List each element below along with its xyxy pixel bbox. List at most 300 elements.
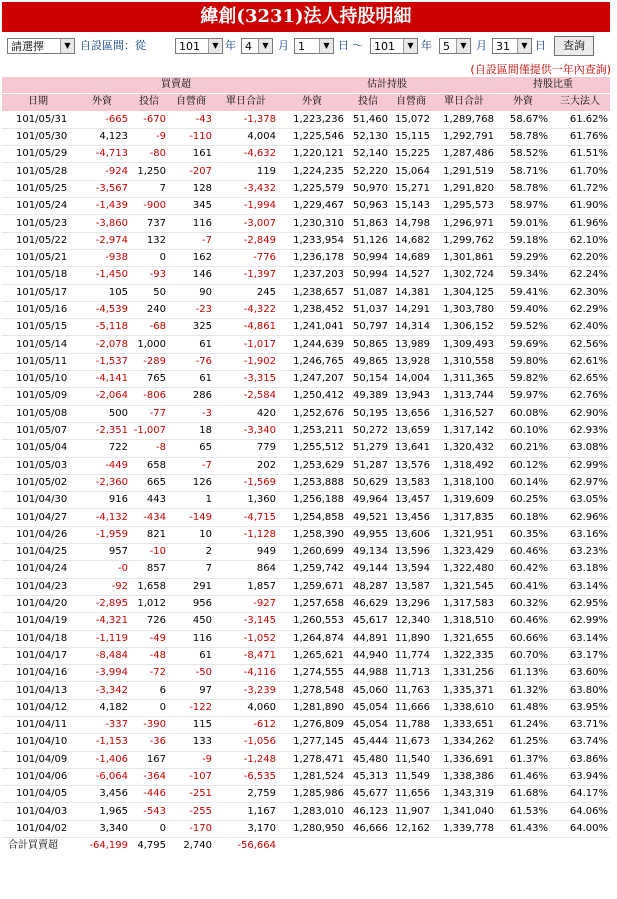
- query-button[interactable]: 查詢: [554, 36, 594, 56]
- value-cell: -36: [130, 734, 168, 751]
- value-cell: 59.40%: [496, 301, 550, 318]
- value-cell: -2,351: [74, 422, 130, 439]
- total-value-cell: -56,664: [237, 840, 276, 852]
- value-cell: 63.23%: [550, 544, 610, 561]
- value-cell: 11,666: [390, 699, 432, 716]
- table-row: [2, 509, 610, 526]
- value-cell: 15,072: [390, 111, 432, 128]
- empty-cell: [346, 838, 390, 855]
- value-cell: 1,264,874: [278, 630, 346, 647]
- table-row: [2, 301, 610, 318]
- value-cell: 45,444: [346, 734, 390, 751]
- value-cell: 3,456: [74, 786, 130, 803]
- date-cell: 101/05/08: [2, 405, 74, 422]
- value-cell: 115: [168, 716, 214, 733]
- value-cell: -1,128: [214, 526, 278, 543]
- value-cell: 63.86%: [550, 751, 610, 768]
- value-cell: 1,318,492: [432, 457, 496, 474]
- date-cell: 101/04/02: [2, 820, 74, 837]
- total-row: [2, 838, 610, 855]
- value-cell: 15,271: [390, 180, 432, 197]
- column-header: 外資: [74, 94, 130, 111]
- value-cell: 50,865: [346, 336, 390, 353]
- value-cell: -449: [74, 457, 130, 474]
- table-row: [2, 647, 610, 664]
- chevron-down-icon: ▼: [403, 39, 417, 53]
- value-cell: 45,617: [346, 613, 390, 630]
- value-cell: 15,064: [390, 163, 432, 180]
- value-cell: -110: [168, 128, 214, 145]
- column-header: 投信: [346, 94, 390, 111]
- value-cell: 14,527: [390, 267, 432, 284]
- from-year-select[interactable]: [175, 38, 223, 54]
- value-cell: 1,303,780: [432, 301, 496, 318]
- day-unit: 日: [338, 39, 349, 52]
- value-cell: -1,056: [214, 734, 278, 751]
- column-header: 單日合計: [214, 94, 278, 111]
- date-cell: 101/04/30: [2, 492, 74, 509]
- chevron-down-icon: ▼: [258, 39, 272, 53]
- value-cell: 13,659: [390, 422, 432, 439]
- value-cell: -4,861: [214, 319, 278, 336]
- value-cell: 63.14%: [550, 630, 610, 647]
- value-cell: 1,276,809: [278, 716, 346, 733]
- table-row: [2, 215, 610, 232]
- column-header: 自營商: [390, 94, 432, 111]
- value-cell: -255: [168, 803, 214, 820]
- value-cell: 59.82%: [496, 371, 550, 388]
- value-cell: 1,317,142: [432, 422, 496, 439]
- value-cell: 2,759: [214, 786, 278, 803]
- preset-select-value: 請選擇: [11, 40, 44, 53]
- value-cell: 50,797: [346, 319, 390, 336]
- value-cell: 63.17%: [550, 647, 610, 664]
- value-cell: 59.80%: [496, 353, 550, 370]
- value-cell: 60.18%: [496, 509, 550, 526]
- date-cell: 101/05/02: [2, 474, 74, 491]
- value-cell: 4,182: [74, 699, 130, 716]
- value-cell: 1,259,671: [278, 578, 346, 595]
- value-cell: 1,246,765: [278, 353, 346, 370]
- value-cell: 63.74%: [550, 734, 610, 751]
- date-cell: 101/04/12: [2, 699, 74, 716]
- value-cell: -446: [130, 786, 168, 803]
- value-cell: 64.00%: [550, 820, 610, 837]
- column-header: 自營商: [168, 94, 214, 111]
- value-cell: 161: [168, 146, 214, 163]
- value-cell: 63.80%: [550, 682, 610, 699]
- value-cell: 15,225: [390, 146, 432, 163]
- value-cell: 11,907: [390, 803, 432, 820]
- value-cell: 58.71%: [496, 163, 550, 180]
- value-cell: 1,339,778: [432, 820, 496, 837]
- value-cell: 1,323,429: [432, 544, 496, 561]
- value-cell: 1,316,527: [432, 405, 496, 422]
- value-cell: 62.93%: [550, 422, 610, 439]
- total-label: 合計買賣超: [8, 840, 58, 852]
- value-cell: 1,319,609: [432, 492, 496, 509]
- value-cell: -289: [130, 353, 168, 370]
- value-cell: 60.12%: [496, 457, 550, 474]
- value-cell: 63.95%: [550, 699, 610, 716]
- value-cell: 14,381: [390, 284, 432, 301]
- value-cell: -1,994: [214, 198, 278, 215]
- to-month-value: 5: [443, 40, 450, 53]
- value-cell: -9: [130, 128, 168, 145]
- value-cell: -92: [74, 578, 130, 595]
- value-cell: 62.96%: [550, 509, 610, 526]
- value-cell: 0: [130, 699, 168, 716]
- value-cell: -50: [168, 665, 214, 682]
- date-range-filter: [2, 35, 614, 59]
- date-cell: 101/04/13: [2, 682, 74, 699]
- value-cell: 49,964: [346, 492, 390, 509]
- value-cell: 60.21%: [496, 440, 550, 457]
- value-cell: 1,224,235: [278, 163, 346, 180]
- value-cell: -924: [74, 163, 130, 180]
- value-cell: 49,865: [346, 353, 390, 370]
- value-cell: 1,253,888: [278, 474, 346, 491]
- value-cell: -4,715: [214, 509, 278, 526]
- value-cell: -80: [130, 146, 168, 163]
- value-cell: 59.41%: [496, 284, 550, 301]
- table-row: [2, 665, 610, 682]
- value-cell: 1,292,791: [432, 128, 496, 145]
- table-row: [2, 613, 610, 630]
- value-cell: 1,281,890: [278, 699, 346, 716]
- date-cell: 101/05/21: [2, 249, 74, 266]
- value-cell: 1,244,639: [278, 336, 346, 353]
- table-row: [2, 492, 610, 509]
- value-cell: -4,132: [74, 509, 130, 526]
- value-cell: -251: [168, 786, 214, 803]
- value-cell: 58.78%: [496, 128, 550, 145]
- value-cell: 61: [168, 647, 214, 664]
- value-cell: 1,331,256: [432, 665, 496, 682]
- value-cell: -1,397: [214, 267, 278, 284]
- value-cell: -1,450: [74, 267, 130, 284]
- column-header: 投信: [130, 94, 168, 111]
- value-cell: 1,321,545: [432, 578, 496, 595]
- value-cell: 45,060: [346, 682, 390, 699]
- value-cell: 1,000: [130, 336, 168, 353]
- value-cell: 63.60%: [550, 665, 610, 682]
- value-cell: 61.90%: [550, 198, 610, 215]
- value-cell: -390: [130, 716, 168, 733]
- value-cell: 62.40%: [550, 319, 610, 336]
- value-cell: -900: [130, 198, 168, 215]
- table-row: [2, 284, 610, 301]
- year-unit: 年: [225, 39, 236, 52]
- value-cell: 1,225,579: [278, 180, 346, 197]
- value-cell: 51,087: [346, 284, 390, 301]
- value-cell: 1,237,203: [278, 267, 346, 284]
- value-cell: 14,291: [390, 301, 432, 318]
- table-row: [2, 353, 610, 370]
- value-cell: -3,342: [74, 682, 130, 699]
- value-cell: 61.62%: [550, 111, 610, 128]
- value-cell: 46,123: [346, 803, 390, 820]
- value-cell: 45,054: [346, 716, 390, 733]
- value-cell: 1,253,211: [278, 422, 346, 439]
- value-cell: -3,145: [214, 613, 278, 630]
- value-cell: 821: [130, 526, 168, 543]
- value-cell: 737: [130, 215, 168, 232]
- date-cell: 101/04/26: [2, 526, 74, 543]
- value-cell: -149: [168, 509, 214, 526]
- empty-cell: [550, 838, 610, 855]
- from-day-value: 1: [298, 40, 305, 53]
- value-cell: 45,313: [346, 768, 390, 785]
- value-cell: 62.76%: [550, 388, 610, 405]
- column-header: 外資: [496, 94, 550, 111]
- value-cell: -4,116: [214, 665, 278, 682]
- value-cell: 50,154: [346, 371, 390, 388]
- value-cell: 450: [168, 613, 214, 630]
- value-cell: -1,378: [214, 111, 278, 128]
- value-cell: 45,054: [346, 699, 390, 716]
- value-cell: 13,576: [390, 457, 432, 474]
- value-cell: -3,315: [214, 371, 278, 388]
- value-cell: -2,360: [74, 474, 130, 491]
- value-cell: 63.08%: [550, 440, 610, 457]
- value-cell: 11,540: [390, 751, 432, 768]
- value-cell: 119: [214, 163, 278, 180]
- value-cell: 48,287: [346, 578, 390, 595]
- value-cell: 13,656: [390, 405, 432, 422]
- date-cell: 101/04/06: [2, 768, 74, 785]
- to-day-value: 31: [496, 40, 510, 53]
- value-cell: 1,322,480: [432, 561, 496, 578]
- value-cell: -543: [130, 803, 168, 820]
- date-cell: 101/04/17: [2, 647, 74, 664]
- value-cell: 11,890: [390, 630, 432, 647]
- date-cell: 101/05/16: [2, 301, 74, 318]
- date-cell: 101/04/27: [2, 509, 74, 526]
- value-cell: -1,007: [130, 422, 168, 439]
- table-row: [2, 336, 610, 353]
- value-cell: 61.43%: [496, 820, 550, 837]
- table-row: [2, 388, 610, 405]
- value-cell: 62.65%: [550, 371, 610, 388]
- value-cell: 44,988: [346, 665, 390, 682]
- date-cell: 101/04/19: [2, 613, 74, 630]
- value-cell: 7: [130, 180, 168, 197]
- value-cell: 62.20%: [550, 249, 610, 266]
- value-cell: 61: [168, 371, 214, 388]
- chevron-down-icon: ▼: [60, 39, 74, 53]
- chevron-down-icon: ▼: [208, 39, 222, 53]
- empty-cell: [390, 838, 432, 855]
- value-cell: 1,320,432: [432, 440, 496, 457]
- value-cell: 1,301,861: [432, 249, 496, 266]
- value-cell: -9: [168, 751, 214, 768]
- value-cell: 50,272: [346, 422, 390, 439]
- value-cell: 50,994: [346, 249, 390, 266]
- value-cell: -4,632: [214, 146, 278, 163]
- value-cell: 63.18%: [550, 561, 610, 578]
- value-cell: -2,584: [214, 388, 278, 405]
- value-cell: 1,223,236: [278, 111, 346, 128]
- value-cell: 46,629: [346, 595, 390, 612]
- value-cell: 116: [168, 215, 214, 232]
- date-cell: 101/05/25: [2, 180, 74, 197]
- value-cell: 1,299,762: [432, 232, 496, 249]
- value-cell: 1,857: [214, 578, 278, 595]
- to-month-select[interactable]: [439, 38, 471, 54]
- table-row: [2, 734, 610, 751]
- value-cell: 1,012: [130, 595, 168, 612]
- value-cell: 1,335,371: [432, 682, 496, 699]
- value-cell: 1,317,835: [432, 509, 496, 526]
- value-cell: 52,220: [346, 163, 390, 180]
- value-cell: 1,280,950: [278, 820, 346, 837]
- to-year-select[interactable]: [370, 38, 418, 54]
- value-cell: -1,406: [74, 751, 130, 768]
- from-year-value: 101: [179, 40, 200, 53]
- value-cell: 202: [214, 457, 278, 474]
- value-cell: 1,167: [214, 803, 278, 820]
- value-cell: -337: [74, 716, 130, 733]
- value-cell: -2,895: [74, 595, 130, 612]
- value-cell: -93: [130, 267, 168, 284]
- value-cell: 240: [130, 301, 168, 318]
- date-cell: 101/04/09: [2, 751, 74, 768]
- value-cell: 14,314: [390, 319, 432, 336]
- value-cell: 3,340: [74, 820, 130, 837]
- value-cell: 14,682: [390, 232, 432, 249]
- value-cell: 1,229,467: [278, 198, 346, 215]
- value-cell: 61.72%: [550, 180, 610, 197]
- date-cell: 101/05/15: [2, 319, 74, 336]
- value-cell: 133: [168, 734, 214, 751]
- value-cell: 1,338,610: [432, 699, 496, 716]
- value-cell: -5,118: [74, 319, 130, 336]
- month-unit: 月: [476, 39, 487, 52]
- table-row: [2, 768, 610, 785]
- table-row: [2, 716, 610, 733]
- from-month-value: 4: [245, 40, 252, 53]
- value-cell: 14,798: [390, 215, 432, 232]
- value-cell: 1,278,471: [278, 751, 346, 768]
- value-cell: 1,278,548: [278, 682, 346, 699]
- value-cell: 50,970: [346, 180, 390, 197]
- value-cell: 11,549: [390, 768, 432, 785]
- value-cell: 126: [168, 474, 214, 491]
- value-cell: 45,677: [346, 786, 390, 803]
- value-cell: 62.30%: [550, 284, 610, 301]
- date-cell: 101/05/28: [2, 163, 74, 180]
- value-cell: 1,259,742: [278, 561, 346, 578]
- value-cell: -1,248: [214, 751, 278, 768]
- value-cell: -3,432: [214, 180, 278, 197]
- value-cell: 3,170: [214, 820, 278, 837]
- value-cell: -1,439: [74, 198, 130, 215]
- month-unit: 月: [278, 39, 289, 52]
- total-value-cell: 4,795: [137, 840, 166, 852]
- range-label: 自設區間：從: [80, 39, 146, 52]
- value-cell: 949: [214, 544, 278, 561]
- value-cell: 63.14%: [550, 578, 610, 595]
- value-cell: 1,265,621: [278, 647, 346, 664]
- value-cell: 1,295,573: [432, 198, 496, 215]
- value-cell: 13,456: [390, 509, 432, 526]
- date-cell: 101/05/17: [2, 284, 74, 301]
- value-cell: 62.90%: [550, 405, 610, 422]
- value-cell: 1,254,858: [278, 509, 346, 526]
- value-cell: 51,037: [346, 301, 390, 318]
- empty-cell: [496, 838, 550, 855]
- page-title: 緯創(3231)法人持股明細: [2, 2, 610, 32]
- value-cell: 59.01%: [496, 215, 550, 232]
- value-cell: 49,389: [346, 388, 390, 405]
- value-cell: 60.41%: [496, 578, 550, 595]
- value-cell: 61.70%: [550, 163, 610, 180]
- table-row: [2, 371, 610, 388]
- value-cell: 1,317,583: [432, 595, 496, 612]
- from-day-select[interactable]: [294, 38, 334, 54]
- value-cell: 61.24%: [496, 716, 550, 733]
- value-cell: 1,965: [74, 803, 130, 820]
- value-cell: -2,078: [74, 336, 130, 353]
- value-cell: 13,587: [390, 578, 432, 595]
- value-cell: 59.18%: [496, 232, 550, 249]
- value-cell: -10: [130, 544, 168, 561]
- value-cell: 61.68%: [496, 786, 550, 803]
- value-cell: 1,238,657: [278, 284, 346, 301]
- value-cell: 61.32%: [496, 682, 550, 699]
- value-cell: -7: [168, 232, 214, 249]
- to-day-select[interactable]: [492, 38, 532, 54]
- value-cell: 13,457: [390, 492, 432, 509]
- date-cell: 101/05/30: [2, 128, 74, 145]
- value-cell: 665: [130, 474, 168, 491]
- value-cell: -3,239: [214, 682, 278, 699]
- table-row: [2, 699, 610, 716]
- value-cell: -3,567: [74, 180, 130, 197]
- value-cell: 722: [74, 440, 130, 457]
- value-cell: -1,569: [214, 474, 278, 491]
- value-cell: -77: [130, 405, 168, 422]
- value-cell: 1,310,558: [432, 353, 496, 370]
- value-cell: -3,007: [214, 215, 278, 232]
- value-cell: 13,296: [390, 595, 432, 612]
- value-cell: 63.16%: [550, 526, 610, 543]
- preset-select[interactable]: [7, 38, 75, 54]
- value-cell: 1,306,152: [432, 319, 496, 336]
- table-row: [2, 595, 610, 612]
- from-month-select[interactable]: [241, 38, 273, 54]
- date-cell: 101/05/18: [2, 267, 74, 284]
- value-cell: -612: [214, 716, 278, 733]
- value-cell: 60.35%: [496, 526, 550, 543]
- table-row: [2, 180, 610, 197]
- value-cell: -2,064: [74, 388, 130, 405]
- table-row: [2, 820, 610, 837]
- value-cell: 162: [168, 249, 214, 266]
- table-row: [2, 803, 610, 820]
- table-row: [2, 440, 610, 457]
- table-row: [2, 786, 610, 803]
- date-cell: 101/04/03: [2, 803, 74, 820]
- value-cell: -1,153: [74, 734, 130, 751]
- value-cell: 51,863: [346, 215, 390, 232]
- value-cell: 1,281,524: [278, 768, 346, 785]
- value-cell: 64.17%: [550, 786, 610, 803]
- value-cell: 62.99%: [550, 613, 610, 630]
- date-cell: 101/04/16: [2, 665, 74, 682]
- value-cell: 15,115: [390, 128, 432, 145]
